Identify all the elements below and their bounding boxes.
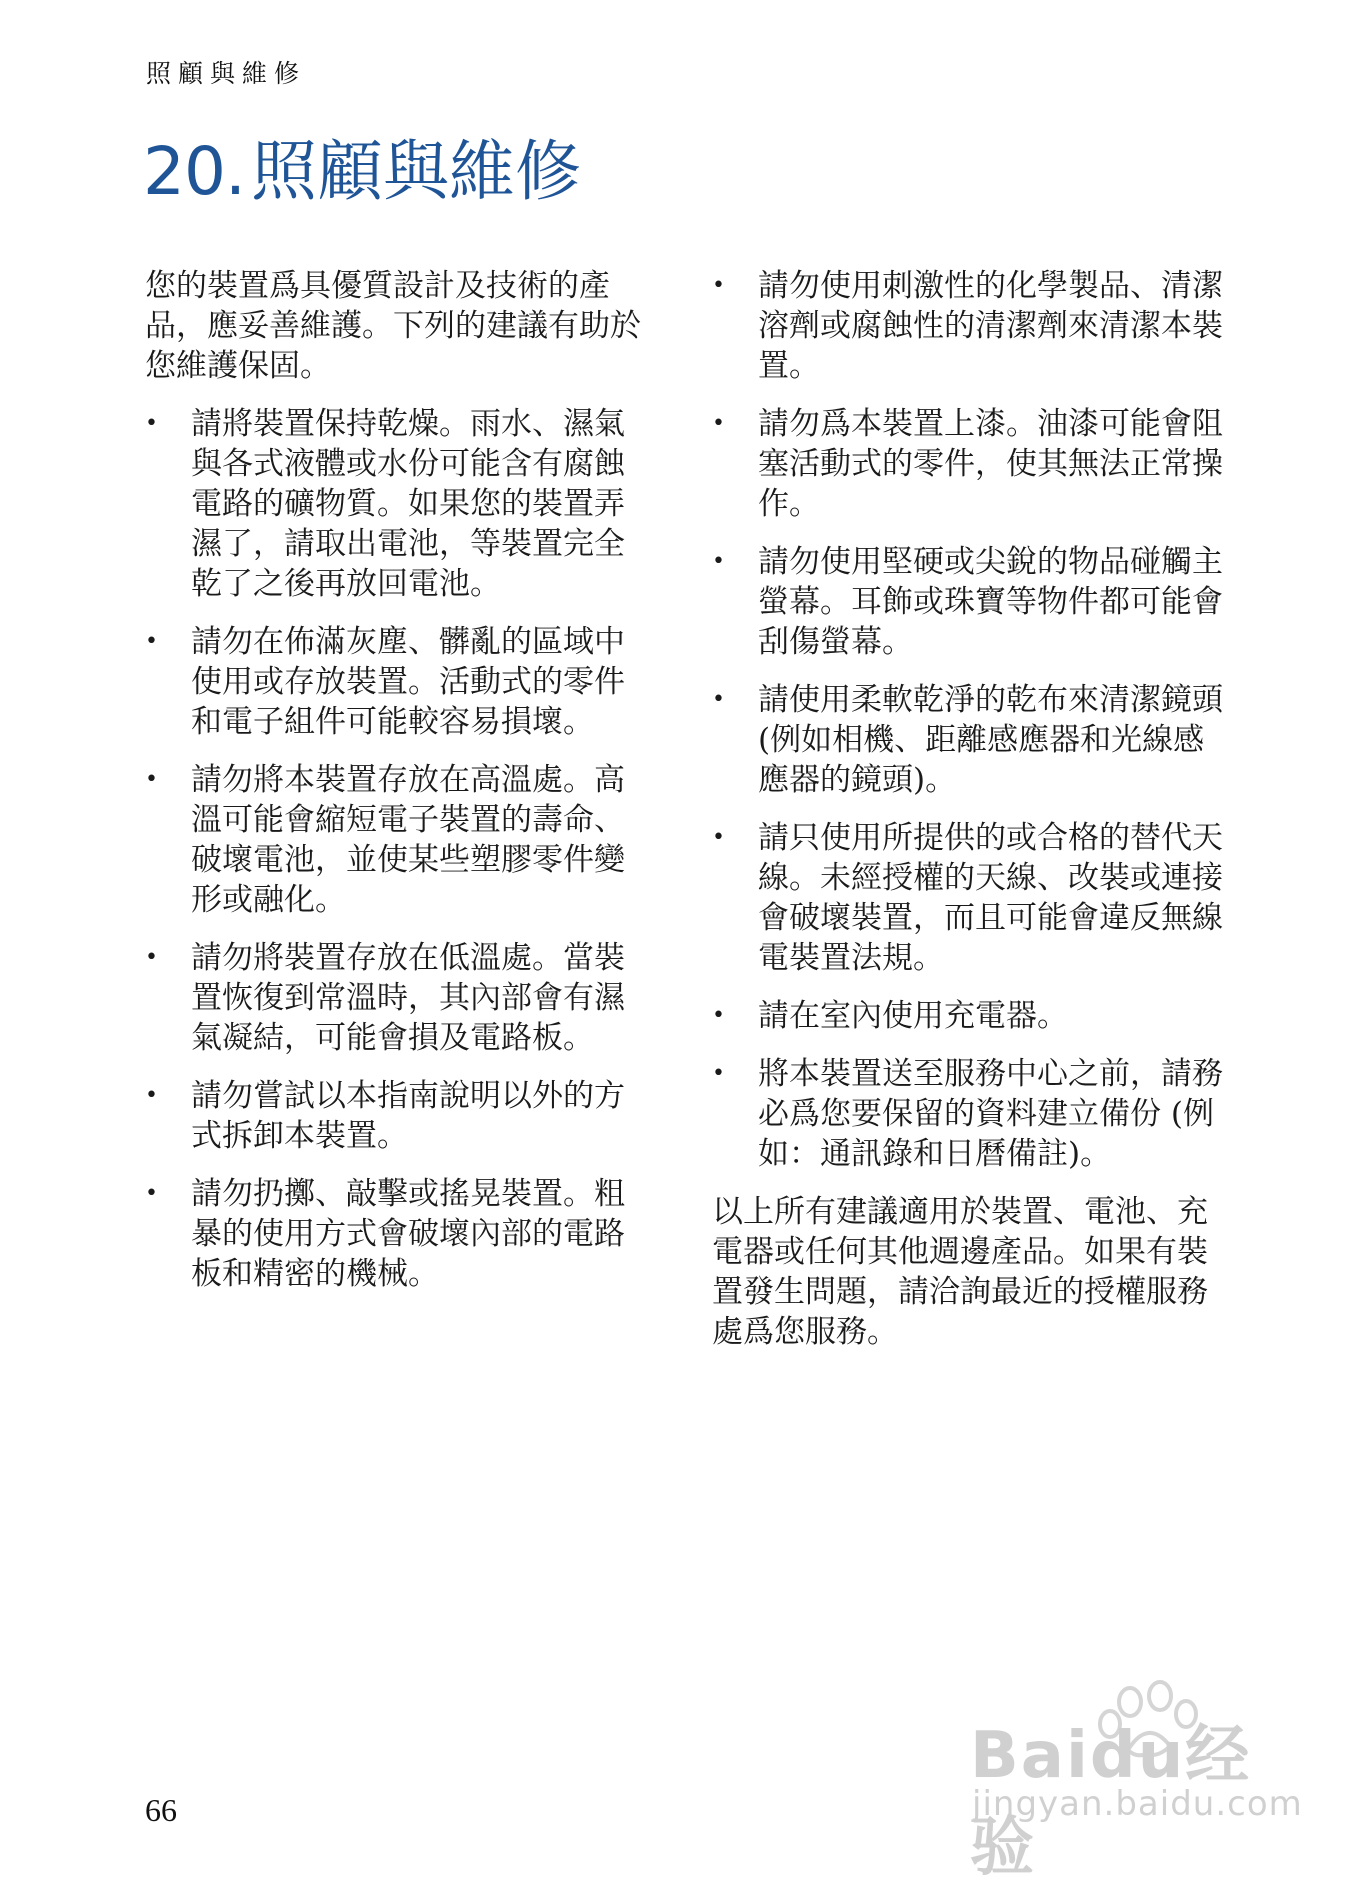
bullet-icon: • [145,411,158,436]
list-item-text: 請勿爲本裝置上漆。油漆可能會阻塞活動式的零件，使其無法正常操作。 [758,406,1223,522]
list-item [712,680,1232,800]
left-column [145,266,645,1312]
intro-paragraph: 您的裝置爲具優質設計及技術的產品，應妥善維護。下列的建議有助於您維護保固。 [145,268,641,384]
list-item-text: 請勿使用刺激性的化學製品、清潔溶劑或腐蝕性的清潔劑來清潔本裝置。 [758,268,1223,384]
chapter-number: 20. [143,133,245,210]
bullet-icon: • [145,629,158,654]
list-item [145,938,645,1058]
list-item [145,404,645,604]
bullet-icon: • [145,767,158,792]
list-item [712,1054,1232,1174]
closing-paragraph: 以上所有建議適用於裝置、電池、充電器或任何其他週邊產品。如果有裝置發生問題，請洽詢最近的授權服務處爲您服務。 [712,1194,1208,1350]
running-header: 照顧與維修 [146,59,307,88]
list-item [712,818,1232,978]
list-item-text: 請使用柔軟乾淨的乾布來清潔鏡頭 (例如相機、距離感應器和光線感應器的鏡頭)。 [758,682,1223,798]
right-column [712,266,1232,1352]
care-list-left [145,404,645,1294]
bullet-icon: • [712,687,725,712]
bullet-icon: • [712,1003,725,1028]
baidu-watermark [970,1680,1310,1885]
bullet-icon: • [712,273,725,298]
chapter-title-text: 照顧與維修 [250,133,581,210]
bullet-icon: • [145,945,158,970]
page-number: 66 [145,1792,177,1828]
bullet-icon: • [712,825,725,850]
watermark-logo: Baidu经验 [970,1719,1252,1885]
list-item [712,404,1232,524]
care-list-right [712,266,1232,1174]
bullet-icon: • [712,411,725,436]
list-item [145,760,645,920]
list-item-text: 請在室內使用充電器。 [758,998,1068,1034]
list-item-text: 請勿嘗試以本指南說明以外的方式拆卸本裝置。 [191,1078,625,1154]
watermark-url: jingyan.baidu.com [972,1784,1303,1824]
bullet-icon: • [712,549,725,574]
list-item [712,266,1232,386]
list-item-text: 請勿將裝置存放在低溫處。當裝置恢復到常溫時，其內部會有濕氣凝結，可能會損及電路板。 [191,940,625,1056]
list-item [145,1174,645,1294]
list-item-text: 請將裝置保持乾燥。雨水、濕氣與各式液體或水份可能含有腐蝕電路的礦物質。如果您的裝置弄濕了，請取出電池，等裝置完全乾了之後再放回電池。 [191,406,625,602]
chapter-title [143,128,581,216]
list-item-text: 請勿將本裝置存放在高溫處。高溫可能會縮短電子裝置的壽命、破壞電池，並使某些塑膠零件變形或融化。 [191,762,625,918]
list-item [712,542,1232,662]
list-item [145,622,645,742]
list-item [712,996,1232,1036]
list-item-text: 請勿在佈滿灰塵、髒亂的區域中使用或存放裝置。活動式的零件和電子組件可能較容易損壞。 [191,624,625,740]
list-item-text: 請勿扔擲、敲擊或搖晃裝置。粗暴的使用方式會破壞內部的電路板和精密的機械。 [191,1176,625,1292]
list-item [145,1076,645,1156]
bullet-icon: • [712,1061,725,1086]
bullet-icon: • [145,1083,158,1108]
list-item-text: 請勿使用堅硬或尖銳的物品碰觸主螢幕。耳飾或珠寶等物件都可能會刮傷螢幕。 [758,544,1223,660]
list-item-text: 將本裝置送至服務中心之前，請務必爲您要保留的資料建立備份 (例如：通訊錄和日曆備註)。 [758,1056,1223,1172]
list-item-text: 請只使用所提供的或合格的替代天線。未經授權的天線、改裝或連接會破壞裝置，而且可能會違反無線電裝置法規。 [758,820,1223,976]
bullet-icon: • [145,1181,158,1206]
